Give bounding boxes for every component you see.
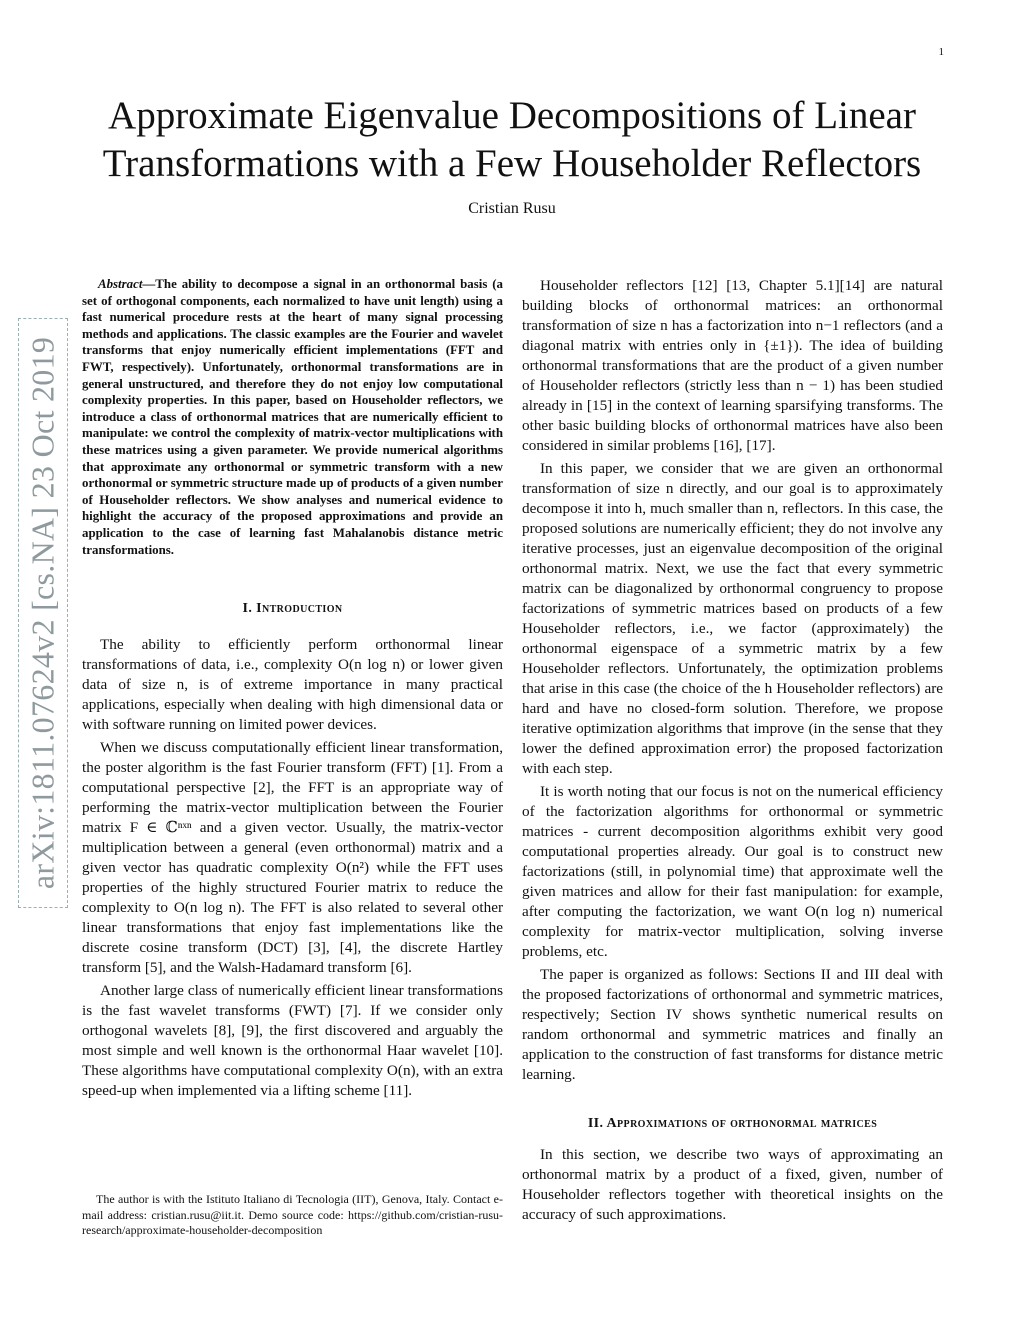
- section-heading-approximations: II. Approximations of orthonormal matrices: [587, 1116, 878, 1131]
- section-heading-introduction: I. Introduction: [242, 601, 343, 617]
- body-paragraph: The paper is organized as follows: Sections II and III deal with the proposed factorizations of orthonormal and symmetric matrices, respectively; Section IV shows synthetic numerical results on random orthonormal and symmetric matrices and finally an application to the construction of fast transforms for distance metric learning.: [522, 966, 943, 1083]
- intro-paragraph: Another large class of numerically efficient linear transformations is the fast wavelet transforms (FWT) [7]. If we consider only orthogonal wavelets [8], [9], the first discovered and arguably the most simple and well known is the orthonormal Haar wavelet [10]. These algorithms have computational complexity O(n), with an extra speed-up when implemented via a lifting scheme [11].: [82, 982, 503, 1100]
- author-footnote: The author is with the Istituto Italiano di Tecnologia (IIT), Genova, Italy. Contact e-mail address: cristian.rusu@iit.it. Demo source code: https://github.com/cristian-rusu-research/approximate-householder-decomposition: [82, 1192, 503, 1238]
- paper-title: Approximate Eigenvalue Decompositions of Linear Transformations with a Few Householder Reflectors: [102, 94, 922, 185]
- body-paragraph: It is worth noting that our focus is not on the numerical efficiency of the factorization algorithms for orthonormal or symmetric matrices - current decomposition algorithms exhibit very good computational properties already. Our goal is to construct new factorizations (still, in polynomial time) that approximate well the given matrices and allow for their fast manipulation: for example, after computing the factorization, we want O(n log n) numerical complexity for matrix-vector multiplication, solving inverse problems, etc.: [522, 783, 943, 960]
- intro-paragraph: When we discuss computationally efficient linear transformation, the poster algorithm is the fast Fourier transform (FFT) [1]. From a computational perspective [2], the FFT is an appropriate way of performing the matrix-vector multiplication between the Fourier matrix F ∈ ℂⁿˣⁿ and a given vector. Usually, the matrix-vector multiplication between a general (even orthonormal) matrix and a given vector has quadratic complexity O(n²) while the FFT uses properties of the highly structured Fourier matrix to reduce the complexity to O(n log n). The FFT is also related to several other linear transformations that enjoy fast implementations like the discrete cosine transform (DCT) [3], [4], the discrete Hartley transform [5], and the Walsh-Hadamard transform [6].: [82, 739, 503, 977]
- page-number: 1: [938, 46, 944, 58]
- abstract-label: Abstract: [98, 277, 143, 291]
- abstract-text: —The ability to decompose a signal in an orthonormal basis (a set of orthogonal components, each normalized to have unit length) using a fast numerical procedure rests at the heart of many signal processing methods and applications. The classic examples are the Fourier and wavelet transforms that enjoy numerically efficient implementations (FFT and FWT, respectively). Unfortunately, orthonormal transformations are in general unstructured, and therefore they do not enjoy low computational complexity properties. In this paper, based on Householder reflectors, we introduce a class of orthonormal matrices that are numerically efficient to manipulate: we control the complexity of matrix-vector multiplications with these matrices using a given parameter. We provide numerical algorithms that approximate any orthonormal or symmetric transform with a new orthonormal or symmetric structure made up of products of a given number of Householder reflectors. We show analyses and numerical evidence to highlight the accuracy of the proposed approximations and provide an application to the case of learning fast Mahalanobis distance metric transformations.: [82, 277, 503, 557]
- body-paragraph: Householder reflectors [12] [13, Chapter 5.1][14] are natural building blocks of orthonormal matrices: an orthonormal transformation of size n has a factorization into n−1 reflectors (and a diagonal matrix with entries only in {±1}). The idea of building orthonormal transformations that are the product of a given number of Householder reflectors (strictly less than n − 1) has been studied already in [15] in the context of learning sparsifying transforms. The other basic building blocks of orthonormal matrices have also been considered in similar problems [16], [17].: [522, 277, 943, 454]
- left-column: [82, 276, 503, 1101]
- arxiv-identifier: arXiv:1811.07624v2 [cs.NA] 23 Oct 2019: [24, 336, 61, 890]
- right-column: [522, 276, 943, 1225]
- section2-paragraph: In this section, we describe two ways of approximating an orthonormal matrix by a product of a fixed, given, number of Householder reflectors together with theoretical insights on the accuracy of such approximations.: [522, 1146, 943, 1223]
- abstract: [82, 276, 503, 558]
- arxiv-sidebar-stamp: [18, 318, 68, 908]
- body-paragraph: In this paper, we consider that we are given an orthonormal transformation of size n directly, and our goal is to approximately decompose it into h, much smaller than n, reflectors. In this case, the proposed solutions are numerically efficient; they do not involve any iterative processes, just an eigenvalue decomposition of the original orthonormal matrix. Next, we use the fact that every symmetric matrix can be diagonalized by orthonormal congruency to propose factorizations of symmetric matrices based on products of a few Householder reflectors, i.e., we factor (approximately) the orthonormal eigenspace of a symmetric matrix by a few Householder reflectors. Unfortunately, the optimization problems that arise in this case (the choice of the h Householder reflectors) are hard and have no closed-form solution. Therefore, we propose iterative optimization algorithms that improve (in the sense that they lower the defined approximation error) the proposed factorization with each step.: [522, 460, 943, 777]
- author-name: Cristian Rusu: [468, 200, 556, 217]
- intro-paragraph: The ability to efficiently perform orthonormal linear transformations of data, i.e., complexity O(n log n) or lower given data of size n, is of extreme importance in many practical applications, especially when dealing with high dimensional data or with software running on limited power devices.: [82, 636, 503, 734]
